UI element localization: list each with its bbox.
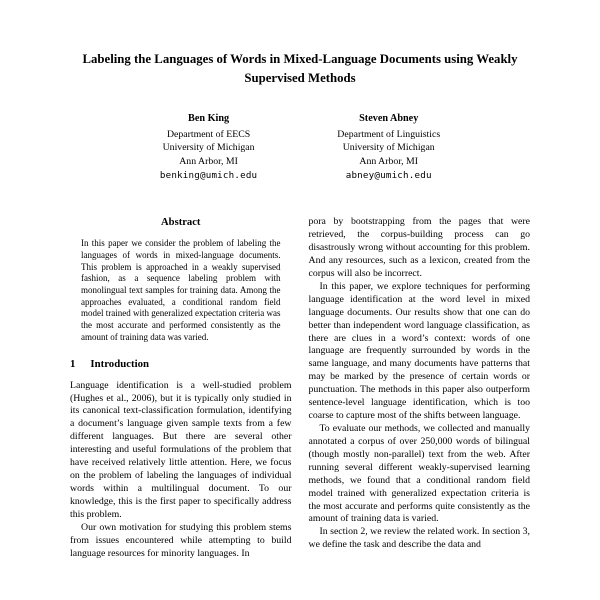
author-email: abney@umich.edu <box>345 169 432 181</box>
column-right <box>309 216 531 560</box>
author-name: Steven Abney <box>359 113 419 125</box>
section-number: 1 <box>70 358 76 371</box>
author-department: Department of Linguistics <box>337 129 441 141</box>
abstract-text: In this paper we consider the problem of labeling the languages of words in mixed-language documents. This problem is approached in a weakly supervised fashion, as a sequence labeling problem with monolingual text samples for training data. Among the approaches evaluated, a conditional random field model trained with generalized expectation criteria was the most accurate and performed consistently as the amount of training data was varied. <box>81 238 281 342</box>
paper-title: Labeling the Languages of Words in Mixed-Language Documents using Weakly Supervised Methods <box>82 52 518 86</box>
paragraph: Our own motivation for studying this problem stems from issues encountered while attempting to build language resources for minority languages. In <box>70 521 292 559</box>
column-left <box>70 216 292 560</box>
abstract-heading: Abstract <box>161 217 201 229</box>
paragraph: Language identification is a well-studied problem (Hughes et al., 2006), but it is typically only studied in its canonical text-classification formulation, identifying a document’s language given sample texts from a few different languages. But there are several other interesting and useful formulations of the problem that have received relatively little attention. Here, we focus on the problem of labeling the languages of individual words within a multilingual document. To our knowledge, this is the first paper to specifically address this problem. <box>70 379 292 520</box>
author-name: Ben King <box>188 113 230 125</box>
author-blocks <box>70 112 530 182</box>
author-block-2 <box>337 112 440 182</box>
author-location: Ann Arbor, MI <box>179 155 238 167</box>
author-department: Department of EECS <box>166 129 251 141</box>
author-location: Ann Arbor, MI <box>359 155 419 167</box>
paragraph: To evaluate our methods, we collected and manually annotated a corpus of over 250,000 words of bilingual (though mostly non-parallel) text from the web. After running several different weakly-supervised learning methods, we found that a conditional random field model trained with generalized expectation criteria is the most accurate and performs quite consistently as the amount of training data is varied. <box>308 422 530 525</box>
author-email: benking@umich.edu <box>159 169 258 181</box>
author-block-1 <box>160 112 257 182</box>
two-column-body <box>70 216 530 560</box>
author-university: University of Michigan <box>162 142 255 154</box>
paragraph: pora by bootstrapping from the pages that were retrieved, the corpus-building process can go disastrously wrong without accounting for this problem. And any resources, such as a lexicon, created from the corpus will also be incorrect. <box>308 216 530 279</box>
paragraph: In section 2, we review the related work. In section 3, we define the task and describe the data and <box>308 526 530 551</box>
author-university: University of Michigan <box>342 142 435 154</box>
section-title: Introduction <box>90 358 150 371</box>
section-heading-introduction <box>70 357 292 371</box>
paragraph: In this paper, we explore techniques for performing language identification at the word level in mixed language documents. Our results show that one can do better than independent word language classification, as there are clues in a word’s context: words of one language are frequently surrounded by words in the same language, and many documents have patterns that may be marked by the presence of certain words or punctuation. The methods in this paper also outperform sentence-level language identification, which is too coarse to capture most of the shifts between language. <box>308 280 530 422</box>
